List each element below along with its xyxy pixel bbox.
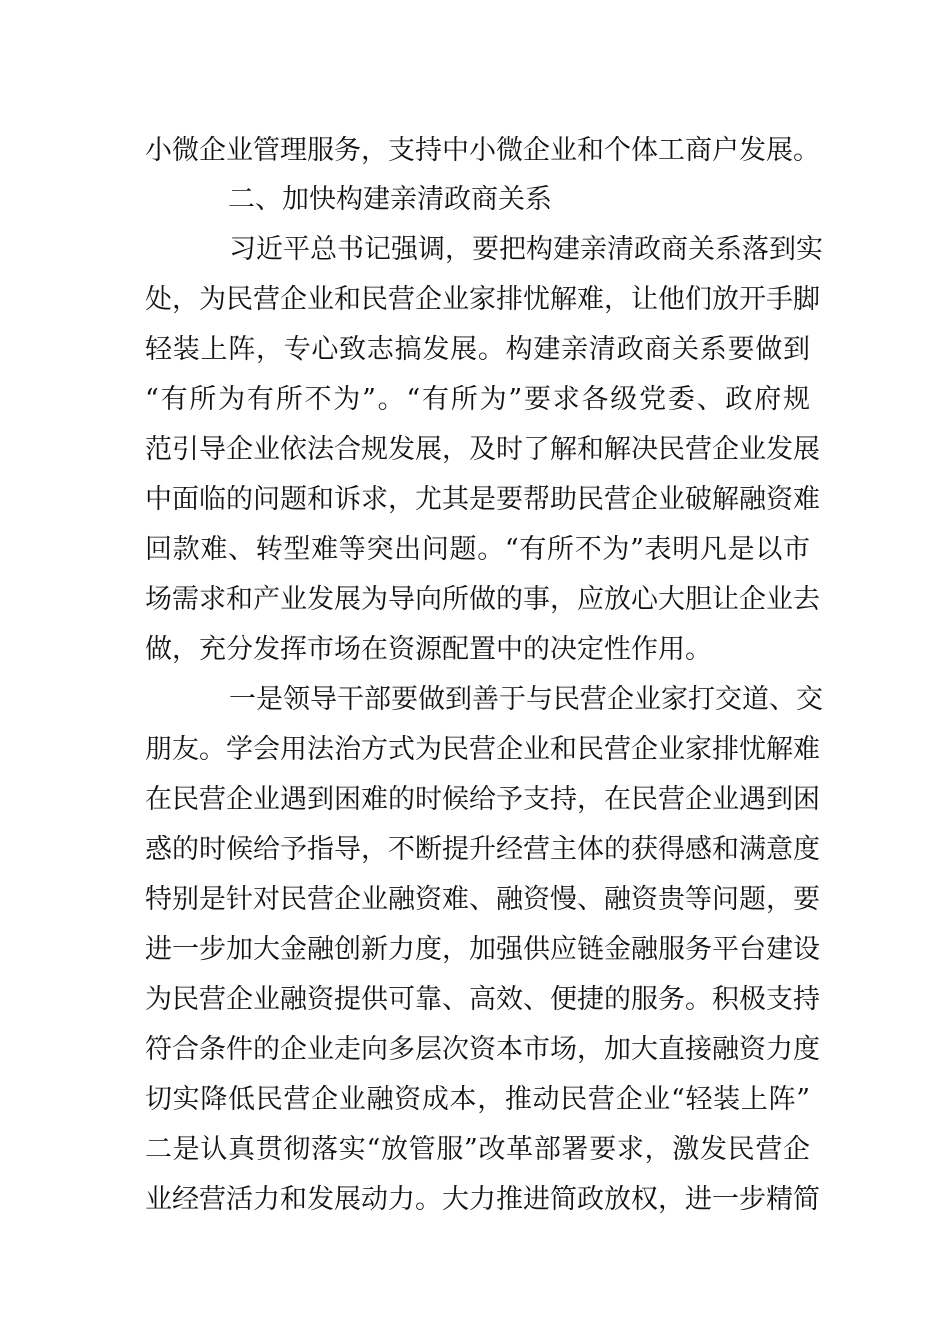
text-line: 进一步加大金融创新力度，加强供应链金融服务平台建设 <box>145 934 820 965</box>
text-line: 符合条件的企业走向多层次资本市场，加大直接融资力度 <box>145 1034 820 1065</box>
text-line: “有所为有所不为”。“有所为”要求各级党委、政府规 <box>145 384 810 415</box>
text-line: 轻装上阵，专心致志搞发展。构建亲清政商关系要做到 <box>145 334 810 365</box>
section-heading: 二、加快构建亲清政商关系 <box>228 184 552 215</box>
text-line: 业经营活力和发展动力。大力推进简政放权，进一步精简 <box>145 1184 820 1215</box>
text-line: 特别是针对民营企业融资难、融资慢、融资贵等问题，要 <box>145 884 820 915</box>
text-line: 一是领导干部要做到善于与民营企业家打交道、交 <box>229 684 823 715</box>
text-line: 场需求和产业发展为导向所做的事，应放心大胆让企业去 <box>145 584 820 615</box>
text-line: 小微企业管理服务，支持中小微企业和个体工商户发展。 <box>145 135 820 166</box>
text-line: 朋友。学会用法治方式为民营企业和民营企业家排忧解难 <box>145 734 820 765</box>
text-line: 二是认真贯彻落实“放管服”改革部署要求，激发民营企 <box>145 1134 810 1165</box>
text-line: 回款难、转型难等突出问题。“有所不为”表明凡是以市 <box>145 534 810 565</box>
text-line: 做，充分发挥市场在资源配置中的决定性作用。 <box>145 634 712 665</box>
text-line: 习近平总书记强调，要把构建亲清政商关系落到实 <box>229 234 823 265</box>
text-line: 处，为民营企业和民营企业家排忧解难，让他们放开手脚 <box>145 284 820 315</box>
text-line: 范引导企业依法合规发展，及时了解和解决民营企业发展 <box>145 434 820 465</box>
text-line: 切实降低民营企业融资成本，推动民营企业“轻装上阵” <box>145 1084 810 1115</box>
text-line: 惑的时候给予指导，不断提升经营主体的获得感和满意度 <box>145 834 820 865</box>
text-line: 中面临的问题和诉求，尤其是要帮助民营企业破解融资难 <box>145 484 820 515</box>
text-line: 在民营企业遇到困难的时候给予支持，在民营企业遇到困 <box>145 784 820 815</box>
text-line: 为民营企业融资提供可靠、高效、便捷的服务。积极支持 <box>145 984 820 1015</box>
